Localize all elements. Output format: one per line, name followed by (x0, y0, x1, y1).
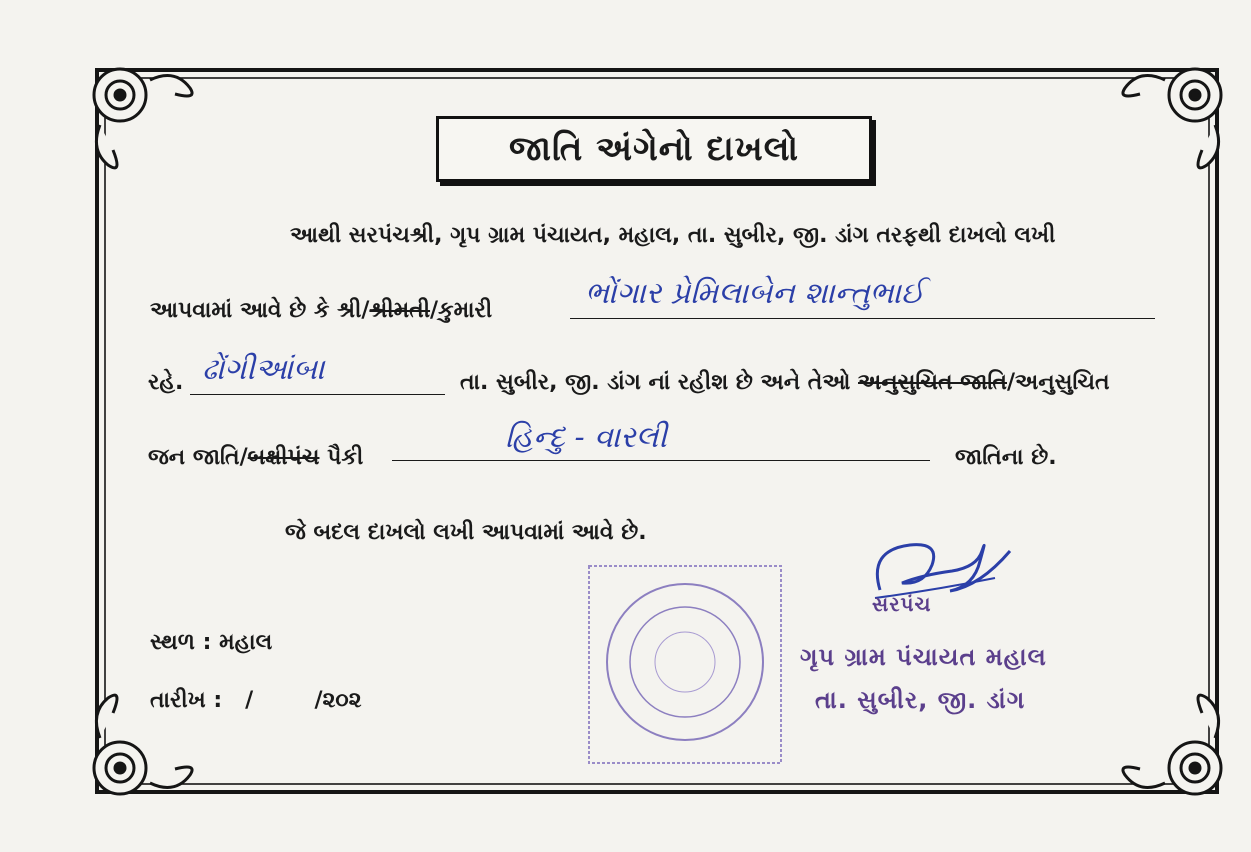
sarpanch-title: સરપંચ (872, 592, 932, 616)
panchayat-stamp-seal (585, 562, 785, 767)
date-row: તારીખ : / /૨૦૨ (150, 688, 362, 713)
intro-text: આથી સરપંચશ્રી, ગૃપ ગ્રામ પંચાયત, મહાલ, તા. સુબીર, જી. ડાંગ તરફથી દાખલો લખી (290, 223, 1056, 248)
name-underline (570, 318, 1155, 319)
corner-ornament-top-left (94, 69, 192, 168)
residence-text: તા. સુબીર, જી. ડાંગ નાં રહીશ છે અને તેઓ અનુસુચિત જાતિ/અનુસુચિત (460, 370, 1110, 395)
residence-prefix: રહે. (148, 370, 184, 395)
name-handwritten: ભોંગાર પ્રેમિલાબેન શાન્તુભાઈ (585, 276, 925, 311)
caste-underline (392, 460, 930, 461)
corner-ornament-bottom-right (1123, 695, 1221, 794)
caste-suffix: જાતિના છે. (955, 445, 1057, 470)
certificate-title: જાતિ અંગેનો દાખલો (436, 116, 872, 182)
caste-line-label: જન જાતિ/બક્ષીપંચ પૈકી (148, 445, 364, 470)
place-row: સ્થળ : મહાલ (150, 630, 273, 655)
office-stamp-line1: ગૃપ ગ્રામ પંચાયત મહાલ (800, 643, 1047, 671)
village-underline (190, 394, 445, 395)
office-stamp-line2: તા. સુબીર, જી. ડાંગ (815, 686, 1026, 714)
name-line-label: આપવામાં આવે છે કે શ્રી/શ્રીમતી/કુમારી (150, 298, 493, 323)
caste-handwritten: હિન્દુ - વારલી (505, 420, 667, 455)
village-handwritten: ઢોંગીઆંબા (202, 352, 325, 387)
corner-ornament-top-right (1123, 69, 1221, 168)
closing-text: જે બદલ દાખલો લખી આપવામાં આવે છે. (285, 520, 647, 545)
